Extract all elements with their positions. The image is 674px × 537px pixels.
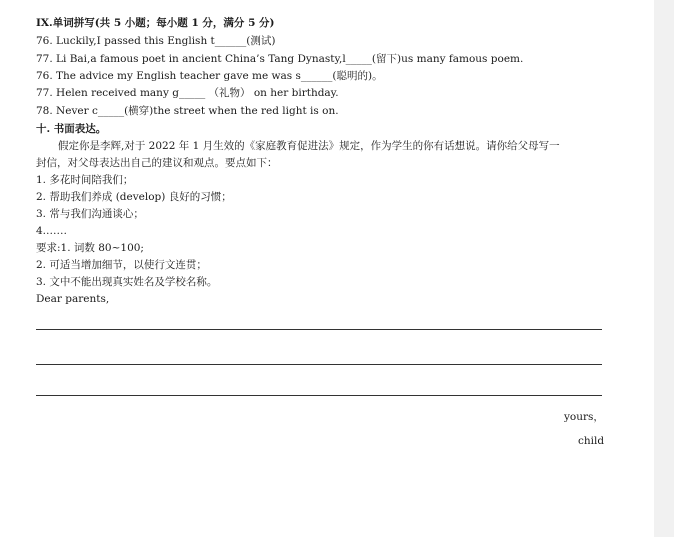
question-77: 77. Li Bai,a famous poet in ancient China’s Tang Dynasty,l_____(留下)us many famous poem. — [36, 53, 524, 65]
requirement-2: 2. 可适当增加细节，以使行文连贯； — [36, 259, 207, 271]
point-1: 1. 多花时间陪我们； — [36, 174, 134, 186]
letter-closing: yours， — [564, 411, 604, 423]
letter-salutation: Dear parents, — [36, 293, 110, 305]
requirement-3: 3. 文中不能出现真实姓名及学校名称。 — [36, 276, 218, 288]
writing-prompt-line1: 假定你是李辉,对于 2022 年 1 月生效的《家庭教育促进法》规定，作为学生的你有话想说。请你给父母写一 — [58, 140, 560, 152]
letter-signature: child — [578, 435, 605, 447]
section9-title: IX.单词拼写(共 5 小题；每小题 1 分，满分 5 分) — [36, 17, 275, 29]
point-4: 4.…… — [36, 225, 68, 237]
section10-title: 十. 书面表达。 — [36, 123, 107, 135]
answer-line-2 — [36, 364, 602, 365]
point-3: 3. 常与我们沟通谈心； — [36, 208, 144, 220]
answer-line-1 — [36, 329, 602, 330]
question-77b: 77. Helen received many g_____ （礼物） on her birthday. — [36, 87, 339, 99]
page-edge-shadow — [654, 0, 674, 537]
question-76: 76. Luckily,I passed this English t______(测试) — [36, 35, 276, 47]
question-78: 78. Never c_____(横穿)the street when the red light is on. — [36, 105, 339, 117]
question-76b: 76. The advice my English teacher gave me was s______(聪明的)。 — [36, 70, 383, 82]
point-2: 2. 帮助我们养成 (develop) 良好的习惯； — [36, 191, 232, 203]
answer-line-3 — [36, 395, 602, 396]
requirement-1: 要求:1. 词数 80~100; — [36, 242, 144, 254]
writing-prompt-line2: 封信，对父母表达出自己的建议和观点。要点如下： — [36, 157, 278, 169]
